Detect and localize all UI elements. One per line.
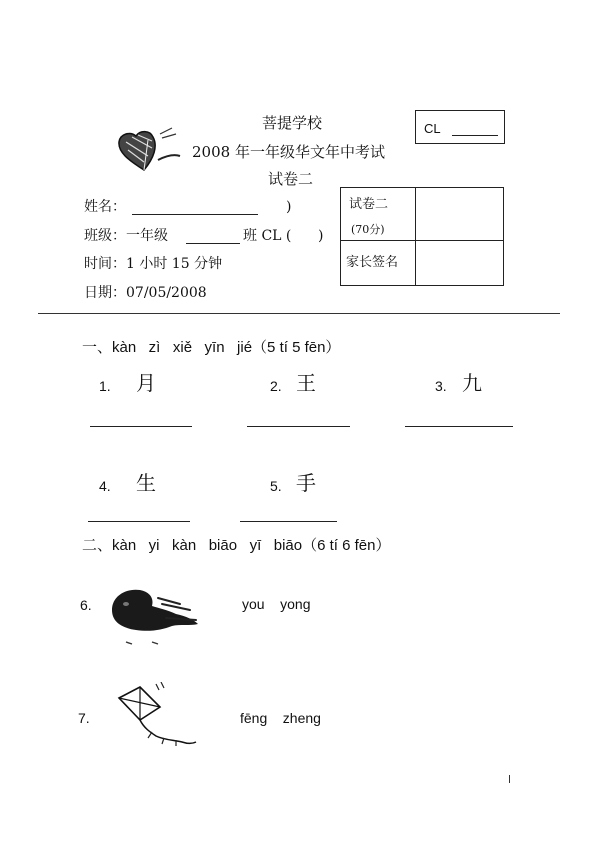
scan-mark	[509, 775, 510, 783]
pinyin-label: you yong	[242, 596, 311, 612]
section2-title: 二、kàn yi kàn biāo yī biāo（6 tí 6 fēn）	[82, 537, 391, 554]
cl-answer-line[interactable]	[452, 135, 498, 136]
class-close-paren: )	[318, 228, 324, 244]
exam-time: 时间：1 小时 15 分钟	[84, 256, 223, 272]
section1-title: 一、kàn zì xiě yīn jié（5 tí 5 fēn）	[82, 339, 341, 356]
item-number: 6.	[80, 597, 92, 613]
score-field[interactable]	[417, 190, 501, 238]
swimming-fish-icon	[106, 584, 202, 648]
cl-box	[415, 110, 505, 144]
cl-label: CL	[424, 121, 441, 136]
answer-line-3[interactable]	[405, 426, 513, 427]
kite-icon	[116, 682, 200, 748]
class-field[interactable]	[186, 243, 240, 244]
name-label: 姓名：	[84, 199, 126, 215]
answer-line-1[interactable]	[90, 426, 192, 427]
school-logo-icon	[114, 126, 184, 174]
item-character: 九	[462, 371, 482, 395]
pinyin-label: fēng zheng	[240, 710, 321, 726]
class-suffix: 班 CL (	[243, 228, 292, 244]
item-number: 3.	[435, 378, 447, 394]
item-number: 4.	[99, 478, 111, 494]
score-table	[340, 187, 504, 286]
class-label: 班级：一年级	[84, 228, 168, 244]
item-character: 王	[296, 371, 316, 395]
item-character: 月	[136, 371, 156, 395]
answer-line-2[interactable]	[247, 426, 350, 427]
divider	[38, 313, 560, 314]
answer-line-5[interactable]	[240, 521, 337, 522]
exam-title: 2008 年一年级华文年中考试	[192, 143, 385, 161]
score-marks-label: (70分)	[351, 223, 385, 236]
score-paper-label: 试卷二	[349, 197, 389, 212]
school-name: 菩提学校	[262, 114, 323, 132]
exam-date: 日期：07/05/2008	[84, 285, 207, 301]
answer-line-4[interactable]	[88, 521, 190, 522]
item-number: 5.	[270, 478, 282, 494]
parent-sign-label: 家长签名	[346, 255, 399, 270]
name-field[interactable]	[132, 214, 258, 215]
paper-label: 试卷二	[268, 170, 314, 188]
item-character: 生	[136, 471, 156, 495]
item-character: 手	[296, 471, 316, 495]
item-number: 7.	[78, 710, 90, 726]
name-close-paren: )	[286, 199, 292, 215]
parent-sign-field[interactable]	[417, 243, 501, 283]
item-number: 2.	[270, 378, 282, 394]
item-number: 1.	[99, 378, 111, 394]
